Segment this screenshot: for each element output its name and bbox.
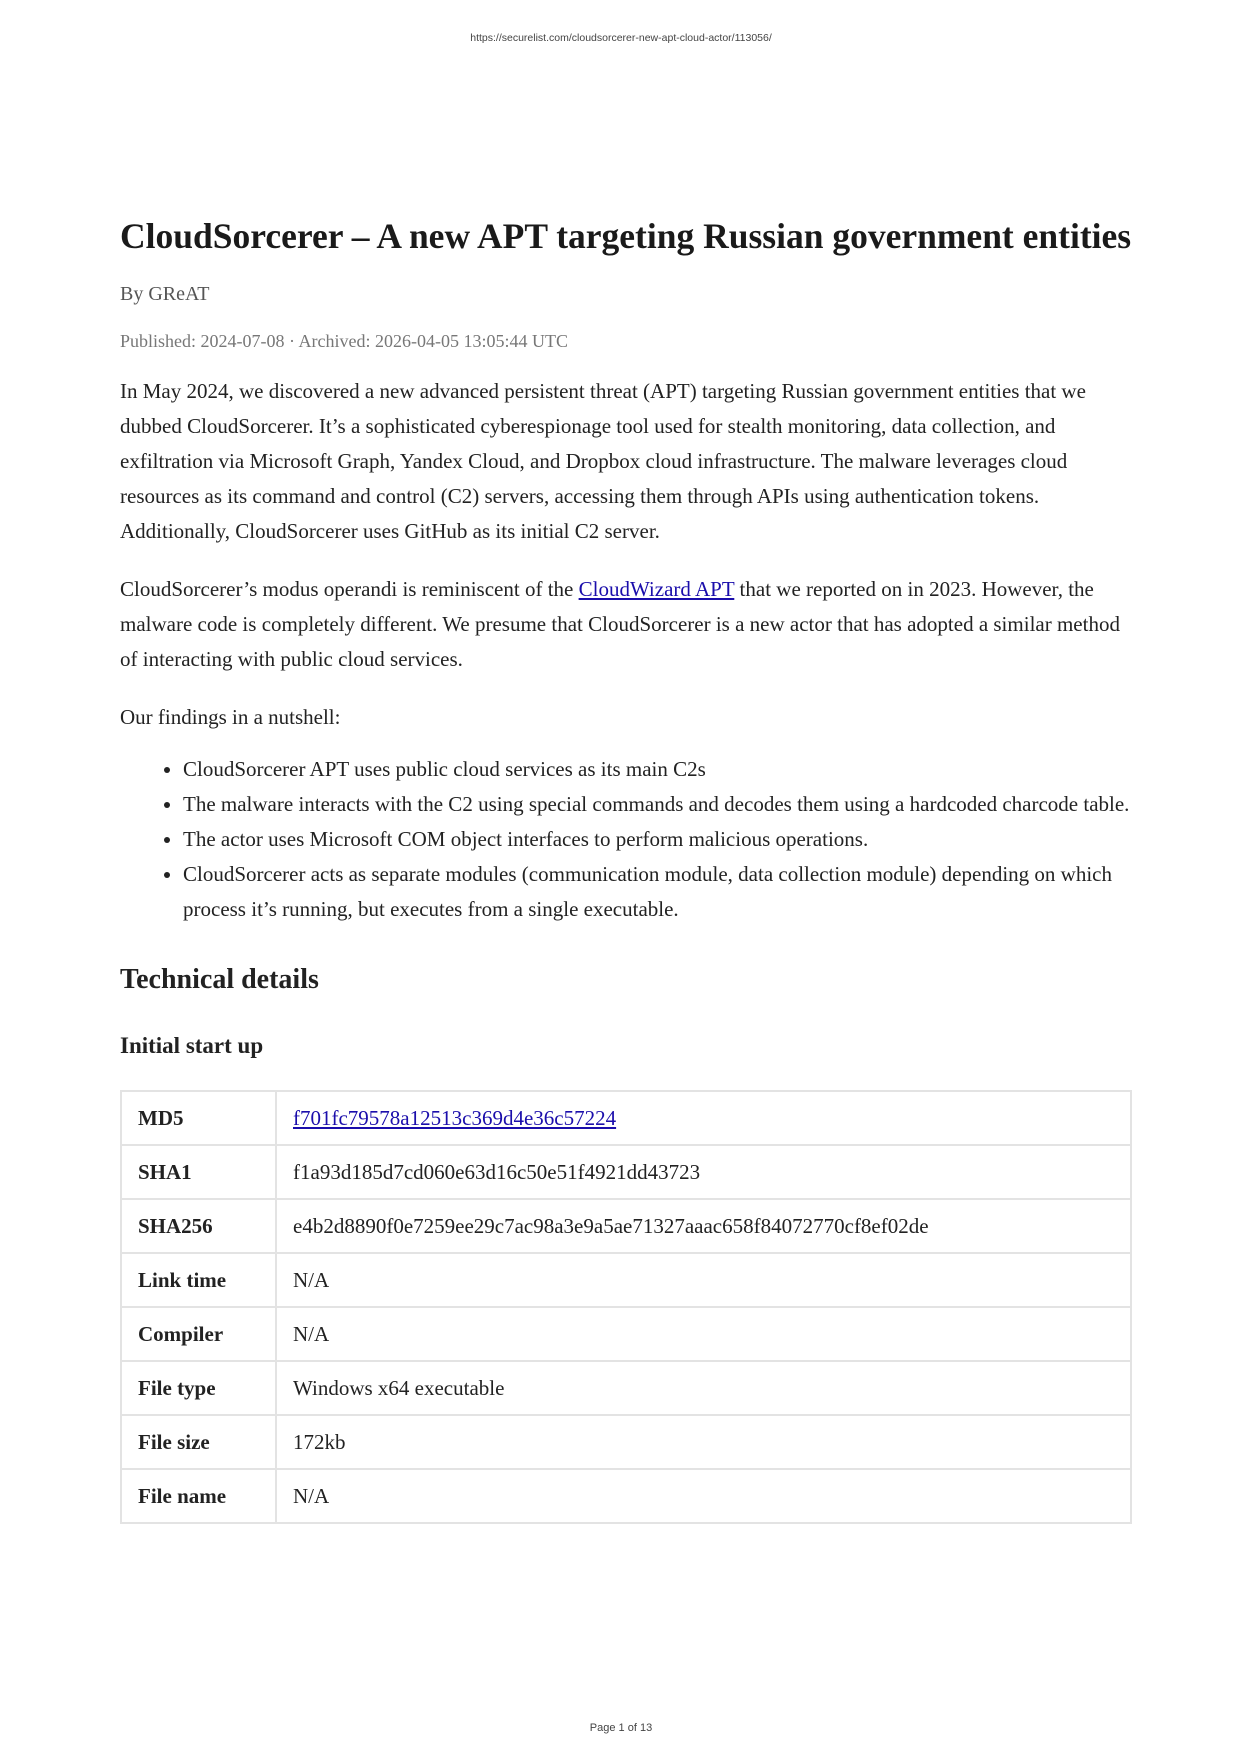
md5-link[interactable]: f701fc79578a12513c369d4e36c57224 bbox=[293, 1105, 617, 1130]
section-heading: Technical details bbox=[120, 964, 319, 995]
page-number: Page 1 of 13 bbox=[589, 1722, 653, 1734]
row-key: File type bbox=[121, 1361, 276, 1415]
publish-meta: Published: 2024-07-08 · Archived: 2026-04-05 13:05:44 UTC bbox=[120, 331, 568, 351]
table-row bbox=[121, 1253, 1131, 1307]
list-item: • The malware interacts with the C2 using special commands and decodes them using a hardcoded charcode table. bbox=[183, 787, 1132, 822]
row-key: Compiler bbox=[121, 1307, 276, 1361]
table-row bbox=[121, 1307, 1131, 1361]
row-value: N/A bbox=[276, 1253, 1131, 1307]
row-key: SHA256 bbox=[121, 1199, 276, 1253]
table-row bbox=[121, 1199, 1131, 1253]
row-key: SHA1 bbox=[121, 1145, 276, 1199]
article bbox=[120, 212, 1132, 1524]
row-key: File size bbox=[121, 1415, 276, 1469]
row-value bbox=[276, 1091, 1131, 1145]
row-value: Windows x64 executable bbox=[276, 1361, 1131, 1415]
table-row bbox=[121, 1469, 1131, 1523]
row-value: 172kb bbox=[276, 1415, 1131, 1469]
row-value: f1a93d185d7cd060e63d16c50e51f4921dd43723 bbox=[276, 1145, 1131, 1199]
findings-intro: Our findings in a nutshell: bbox=[120, 705, 341, 729]
subsection-heading: Initial start up bbox=[120, 1033, 264, 1058]
list-item: • The actor uses Microsoft COM object interfaces to perform malicious operations. bbox=[183, 822, 1132, 857]
row-key: File name bbox=[121, 1469, 276, 1523]
table-row bbox=[121, 1091, 1131, 1145]
header-url: https://securelist.com/cloudsorcerer-new-apt-cloud-actor/113056/ bbox=[470, 32, 772, 44]
hash-table bbox=[120, 1090, 1132, 1524]
byline: By GReAT bbox=[120, 283, 210, 305]
modus-paragraph bbox=[120, 572, 1132, 677]
row-value: N/A bbox=[276, 1469, 1131, 1523]
table-row bbox=[121, 1361, 1131, 1415]
intro-paragraph: In May 2024, we discovered a new advanced persistent threat (APT) targeting Russian government entities that we dubbed CloudSorcerer. It’s a sophisticated cyberespionage tool used for stealth monitoring, data collection, and exfiltration via Microsoft Graph, Yandex Cloud, and Dropbox cloud infrastructure. The malware leverages cloud resources as its command and control (C2) servers, accessing them through APIs using authentication tokens. Additionally, CloudSorcerer uses GitHub as its initial C2 server. bbox=[120, 379, 1086, 543]
list-item: • CloudSorcerer APT uses public cloud services as its main C2s bbox=[183, 752, 1132, 787]
text: that we reported on in 2023. However, the malware code is completely different. We presume that CloudSorcerer is a new actor that has adopted a similar method of interacting with public cloud services. bbox=[120, 577, 1120, 671]
cloudwizard-link[interactable]: CloudWizard APT bbox=[578, 577, 735, 601]
table-row bbox=[121, 1145, 1131, 1199]
row-value: e4b2d8890f0e7259ee29c7ac98a3e9a5ae71327aaac658f84072770cf8ef02de bbox=[276, 1199, 1131, 1253]
text: CloudSorcerer’s modus operandi is reminiscent of the bbox=[120, 577, 579, 601]
table-row bbox=[121, 1415, 1131, 1469]
row-value: N/A bbox=[276, 1307, 1131, 1361]
row-key: Link time bbox=[121, 1253, 276, 1307]
list-item: • CloudSorcerer acts as separate modules (communication module, data collection module) depending on which process it’s running, but executes from a single executable. bbox=[183, 857, 1132, 927]
row-key: MD5 bbox=[121, 1091, 276, 1145]
findings-list bbox=[120, 752, 1132, 927]
page-title: CloudSorcerer – A new APT targeting Russian government entities bbox=[120, 216, 1132, 256]
